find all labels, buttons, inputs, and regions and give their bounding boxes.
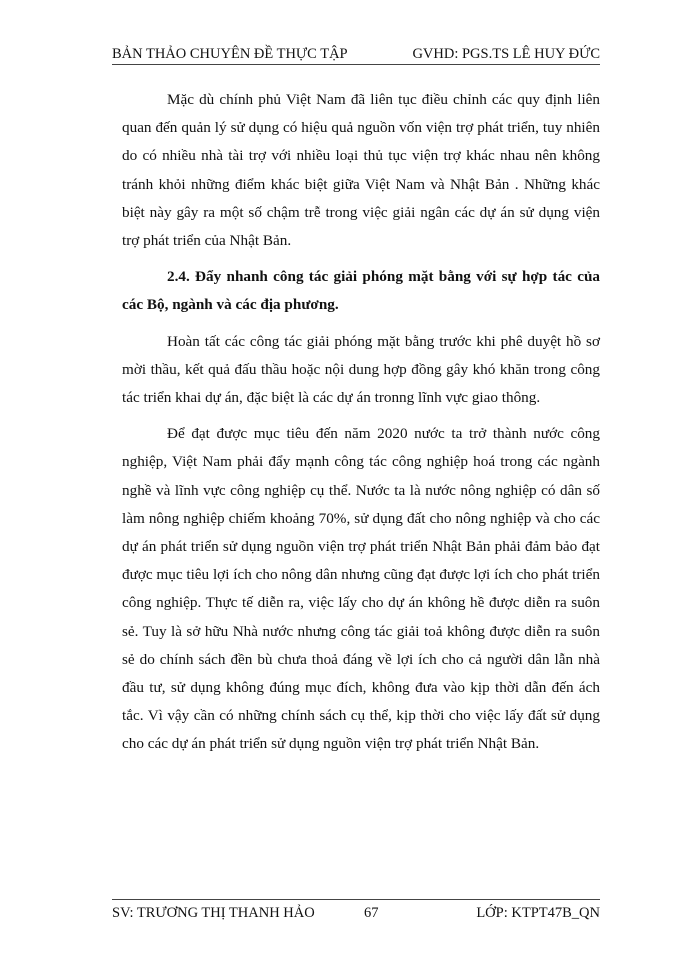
page-footer	[112, 899, 600, 922]
section-heading: 2.4. Đẩy nhanh công tác giải phóng mặt bằng với sự hợp tác của các Bộ, ngành và các địa phương.	[122, 268, 600, 314]
page-body	[122, 86, 600, 767]
footer-class: LỚP: KTPT47B_QN	[476, 905, 600, 921]
footer-page-number: 67	[364, 905, 379, 921]
header-document-title: BẢN THẢO CHUYÊN ĐỀ THỰC TẬP	[112, 46, 348, 62]
paragraph-3: Để đạt được mục tiêu đến năm 2020 nước ta trở thành nước công nghiệp, Việt Nam phải đẩy mạnh công tác công nghiệp hoá trong các ngành nghề và lĩnh vực công nghiệp cụ thể. Nước ta là nước nông nghiệp có dân số làm nông nghiệp chiếm khoảng 70%, sử dụng đất cho nông nghiệp và cho các dự án phát triển sử dụng nguồn viện trợ phát triển Nhật Bản phải đảm bảo đạt được mục tiêu lợi ích cho nông dân nhưng cũng đạt được lợi ích cho phát triển công nghiệp. Thực tế diễn ra, việc lấy cho dự án không hề được diễn ra suôn sẻ. Tuy là sở hữu Nhà nước nhưng công tác giải toả không được diễn ra suôn sẻ do chính sách đền bù chưa thoả đáng về lợi ích cho cả người dân lẫn nhà đầu tư, sử dụng không đúng mục đích, không đưa vào kịp thời dẫn đến ách tắc. Vì vậy cần có những chính sách cụ thể, kịp thời cho việc lấy đất sử dụng cho các dự án phát triển sử dụng nguồn viện trợ phát triển Nhật Bản.	[122, 425, 600, 753]
page-header	[112, 46, 600, 65]
footer-student-name: SV: TRƯƠNG THỊ THANH HẢO	[112, 905, 315, 921]
paragraph-1: Mặc dù chính phủ Việt Nam đã liên tục điều chỉnh các quy định liên quan đến quản lý sử dụng có hiệu quả nguồn vốn viện trợ phát triển, tuy nhiên do có nhiều nhà tài trợ với nhiều loại thủ tục viện trợ khác nhau nên không tránh khỏi những điểm khác biệt giữa Việt Nam và Nhật Bản . Những khác biệt này gây ra một số chậm trễ trong việc giải ngân các dự án sử dụng viện trợ phát triển của Nhật Bản.	[122, 91, 600, 250]
header-supervisor: GVHD: PGS.TS LÊ HUY ĐỨC	[412, 46, 600, 62]
paragraph-2: Hoàn tất các công tác giải phóng mặt bằng trước khi phê duyệt hồ sơ mời thầu, kết quả đấu thầu hoặc nội dung hợp đồng gây khó khăn trong công tác triển khai dự án, đặc biệt là các dự án tronng lĩnh vực giao thông.	[122, 332, 600, 407]
